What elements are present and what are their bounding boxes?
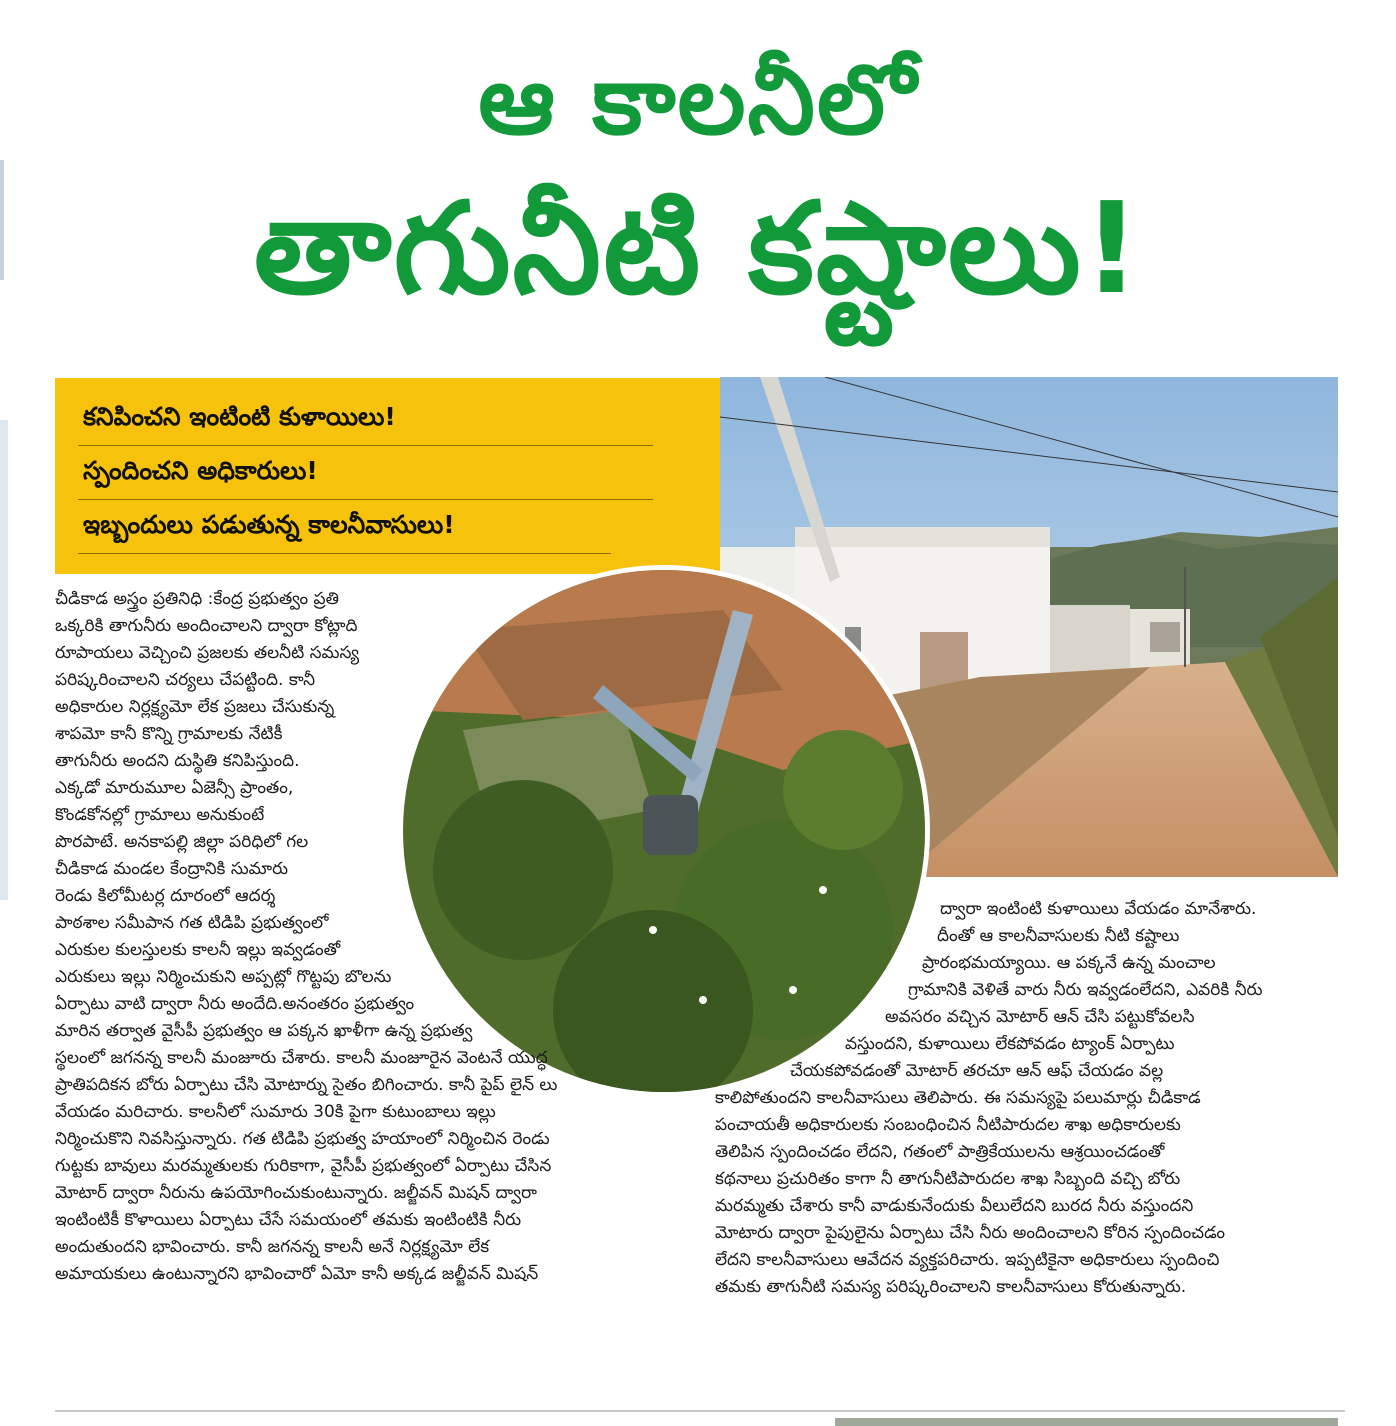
- page-divider: [55, 1410, 1345, 1412]
- body-line: స్థలంలో జగనన్న కాలనీ మంజూరు చేశారు. కాలనీ మంజూరైన వెంటనే యుద్ధ: [55, 1048, 548, 1068]
- body-line: రూపాయలు వెచ్చించి ప్రజలకు తలనీటి సమస్య: [55, 643, 360, 663]
- body-line: లేదని కాలనీవాసులు ఆవేదన వ్యక్తపరిచారు. ఇప్పటికైనా అధికారులు స్పందించి: [715, 1250, 1220, 1270]
- body-line: పొరపాటే. అనకాపల్లి జిల్లా పరిధిలో గల: [55, 832, 309, 852]
- body-line: తాగునీరు అందని దుస్థితి కనిపిస్తుంది.: [55, 751, 300, 771]
- subhead-3: ఇబ్బందులు పడుతున్న కాలనీవాసులు!: [83, 510, 455, 539]
- body-line: ఇంటింటికీ కొళాయిలు ఏర్పాటు చేసే సమయంలో తమకు ఇంటింటికి నీరు: [55, 1210, 522, 1230]
- body-line: దీంతో ఆ కాలనీవాసులకు నీటి కష్టాలు: [937, 926, 1180, 946]
- subhead-1: కనిపించని ఇంటింటి కుళాయిలు!: [83, 402, 396, 431]
- adjacent-article-edge: [0, 420, 8, 900]
- article-body-left: [55, 586, 660, 1288]
- body-line: ప్రారంభమయ్యాయి. ఆ పక్కనే ఉన్న మంచాల: [922, 953, 1216, 973]
- body-line: శాపమో కానీ కొన్ని గ్రామాలకు నేటికీ: [55, 724, 283, 744]
- body-line: ద్వారా ఇంటింటి కుళాయిలు వేయడం మానేశారు.: [940, 899, 1257, 919]
- next-article-photo-edge: [835, 1418, 1338, 1426]
- body-line: పంచాయతీ అధికారులకు సంబంధించిన నీటిపారుదల శాఖ అధికారులకు: [715, 1115, 1181, 1135]
- body-line: వేయడం మరిచారు. కాలనీలో సుమారు 30కి పైగా కుటుంబాలు ఇల్లు: [55, 1102, 496, 1122]
- body-line: చీడికాడ అస్త్రం ప్రతినిధి :కేంద్ర ప్రభుత్వం ప్రతి: [55, 589, 339, 609]
- body-line: గ్రామానికి వెళితే వారు నీరు ఇవ్వడంలేదని, ఎవరికి నీరు: [908, 980, 1263, 1000]
- body-line: ఎరుకుల కులస్తులకు కాలనీ ఇల్లు ఇవ్వడంతో: [55, 940, 341, 960]
- body-line: పరిష్కరించాలని చర్యలు చేపట్టింది. కానీ: [55, 670, 316, 690]
- body-line: పాఠశాల సమీపాన గత టిడిపి ప్రభుత్వంలో: [55, 913, 329, 933]
- body-line: ఎక్కడో మారుమూల ఏజెన్సీ ప్రాంతం,: [55, 778, 294, 798]
- body-line: అధికారుల నిర్లక్ష్యమో లేక ప్రజలు చేసుకున్న: [55, 697, 335, 717]
- body-line: రెండు కిలోమీటర్ల దూరంలో ఆదర్శ: [55, 886, 276, 906]
- headline-line-1: ఆ కాలనీలో: [478, 44, 918, 156]
- body-line: అమాయకులు ఉంటున్నారని భావించారో ఏమో కానీ అక్కడ జల్జీవన్ మిషన్: [55, 1264, 539, 1284]
- body-line: నిర్మించుకొని నివసిస్తున్నారు. గత టిడిపి ప్రభుత్వ హయాంలో నిర్మించిన రెండు: [55, 1129, 550, 1149]
- body-line: ఒక్కరికి తాగునీరు అందించాలని ద్వారా కోట్లాది: [55, 616, 358, 636]
- body-line: మరమ్మతు చేశారు కానీ వాడుకునేందుకు వీలులేదని బురద నీరు వస్తుందని: [715, 1196, 1194, 1216]
- body-line: గుట్టకు బావులు మరమ్మతులకు గురికాగా, వైసీపీ ప్రభుత్వంలో ఏర్పాటు చేసిన: [55, 1156, 552, 1176]
- subhead-divider: [78, 445, 653, 446]
- body-line: చేయకపోవడంతో మోటార్ తరచూ ఆన్ ఆఫ్ చేయడం వల్ల: [790, 1061, 1164, 1081]
- body-line: ప్రాతిపదికన బోరు ఏర్పాటు చేసి మోటార్ను సైతం బిగించారు. కానీ పైప్ లైన్ లు: [55, 1075, 558, 1095]
- body-line: కాలిపోతుందని కాలనీవాసులు తెలిపారు. ఈ సమస్యపై పలుమార్లు చీడికాడ: [715, 1088, 1201, 1108]
- subhead-divider: [78, 553, 611, 554]
- body-line: కథనాలు ప్రచురితం కాగా నీ తాగునీటిపారుదల శాఖ సిబ్బంది వచ్చి బోరు: [715, 1169, 1181, 1189]
- body-line: అవసరం వచ్చిన మోటార్ ఆన్ చేసి పట్టుకోవలసి: [885, 1007, 1195, 1027]
- headline-line-2: తాగునీటి కష్టాలు!: [253, 175, 1143, 322]
- body-line: ఏర్పాటు వాటి ద్వారా నీరు అందేది.అనంతరం ప్రభుత్వం: [55, 994, 415, 1014]
- subhead-2: స్పందించని అధికారులు!: [83, 456, 318, 485]
- body-line: చీడికాడ మండల కేంద్రానికి సుమారు: [55, 859, 289, 879]
- article-body-right: [715, 896, 1337, 1301]
- body-line: మోటార్ ద్వారా నీరును ఉపయోగించుకుంటున్నారు. జల్జీవన్ మిషన్ ద్వారా: [55, 1183, 537, 1203]
- body-line: మారిన తర్వాత వైసీపీ ప్రభుత్వం ఆ పక్కన ఖాళీగా ఉన్న ప్రభుత్వ: [55, 1021, 473, 1041]
- body-line: మోటారు ద్వారా పైపులైను ఏర్పాటు చేసి నీరు అందించాలని కోరిన స్పందించడం: [715, 1223, 1226, 1243]
- body-line: తమకు తాగునీటి సమస్య పరిష్కరించాలని కాలనీవాసులు కోరుతున్నారు.: [715, 1277, 1187, 1297]
- body-line: కొండకోనల్లో గ్రామాలు అనుకుంటే: [55, 805, 265, 825]
- body-line: అందుతుందని భావించారు. కానీ జగనన్న కాలనీ అనే నిర్లక్ష్యమో లేక: [55, 1237, 490, 1257]
- body-line: తెలిపిన స్పందించడం లేదని, గతంలో పాత్రికేయులను ఆశ్రయించడంతో: [715, 1142, 1165, 1162]
- body-line: ఎరుకులు ఇల్లు నిర్మించుకుని అప్పట్లో గొట్టపు బొలను: [55, 967, 392, 987]
- subhead-divider: [78, 499, 653, 500]
- body-line: వస్తుందని, కుళాయిలు లేకపోవడం ట్యాంక్ ఏర్పాటు: [845, 1034, 1175, 1054]
